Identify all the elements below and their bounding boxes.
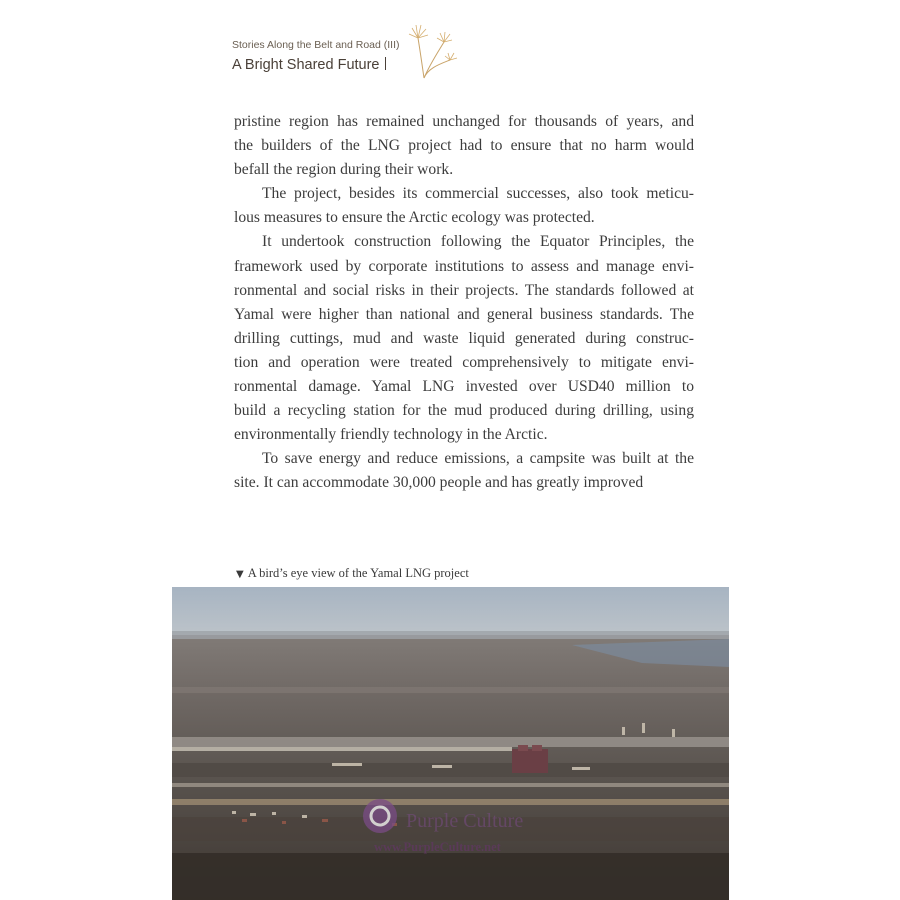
title-separator <box>385 57 386 70</box>
body-paragraph <box>234 447 694 495</box>
text-line: site. It can accommodate 30,000 people and has greatly improved <box>234 474 644 492</box>
dandelion-icon <box>400 20 464 80</box>
text-line: To save energy and reduce emissions, a campsite was built at the <box>262 450 694 468</box>
watermark-logo-icon <box>360 796 400 836</box>
text-line: tion and operation were treated comprehensively to mitigate envi- <box>234 353 694 371</box>
text-line: lous measures to ensure the Arctic ecology was protected. <box>234 209 595 227</box>
text-line: befall the region during their work. <box>234 161 454 179</box>
watermark-url: www.PurpleCulture.net <box>374 840 501 854</box>
text-line: Yamal were higher than national and general business standards. The <box>234 305 694 323</box>
watermark <box>360 796 560 856</box>
body-paragraph <box>234 182 694 230</box>
book-title-text: A Bright Shared Future <box>232 57 380 73</box>
book-title <box>232 57 386 73</box>
text-line: ronmental damage. Yamal LNG invested over USD40 million to <box>234 378 694 396</box>
text-line: drilling cuttings, mud and waste liquid generated during construc- <box>234 329 694 347</box>
text-line: environmentally friendly technology in the Arctic. <box>234 426 548 444</box>
watermark-brand: Purple Culture <box>406 810 524 832</box>
text-line: the builders of the LNG project had to ensure that no harm would <box>234 137 694 155</box>
text-line: framework used by corporate institutions to assess and manage envi- <box>234 257 694 275</box>
figure-caption <box>236 566 469 581</box>
down-triangle-icon: ▼ <box>236 569 244 580</box>
text-line: It undertook construction following the Equator Principles, the <box>262 233 694 251</box>
body-paragraph <box>234 230 694 447</box>
text-line: The project, besides its commercial successes, also took meticu- <box>262 185 694 203</box>
text-line: ronmental and social risks in their projects. The standards followed at <box>234 281 694 299</box>
body-paragraph <box>234 110 694 182</box>
text-line: pristine region has remained unchanged for thousands of years, and <box>234 113 694 130</box>
figure-caption-text: A bird’s eye view of the Yamal LNG project <box>247 566 469 580</box>
body-text <box>234 110 694 496</box>
text-line: build a recycling station for the mud produced during drilling, using <box>234 402 694 420</box>
running-head <box>232 36 492 96</box>
series-title: Stories Along the Belt and Road (III) <box>232 39 400 51</box>
